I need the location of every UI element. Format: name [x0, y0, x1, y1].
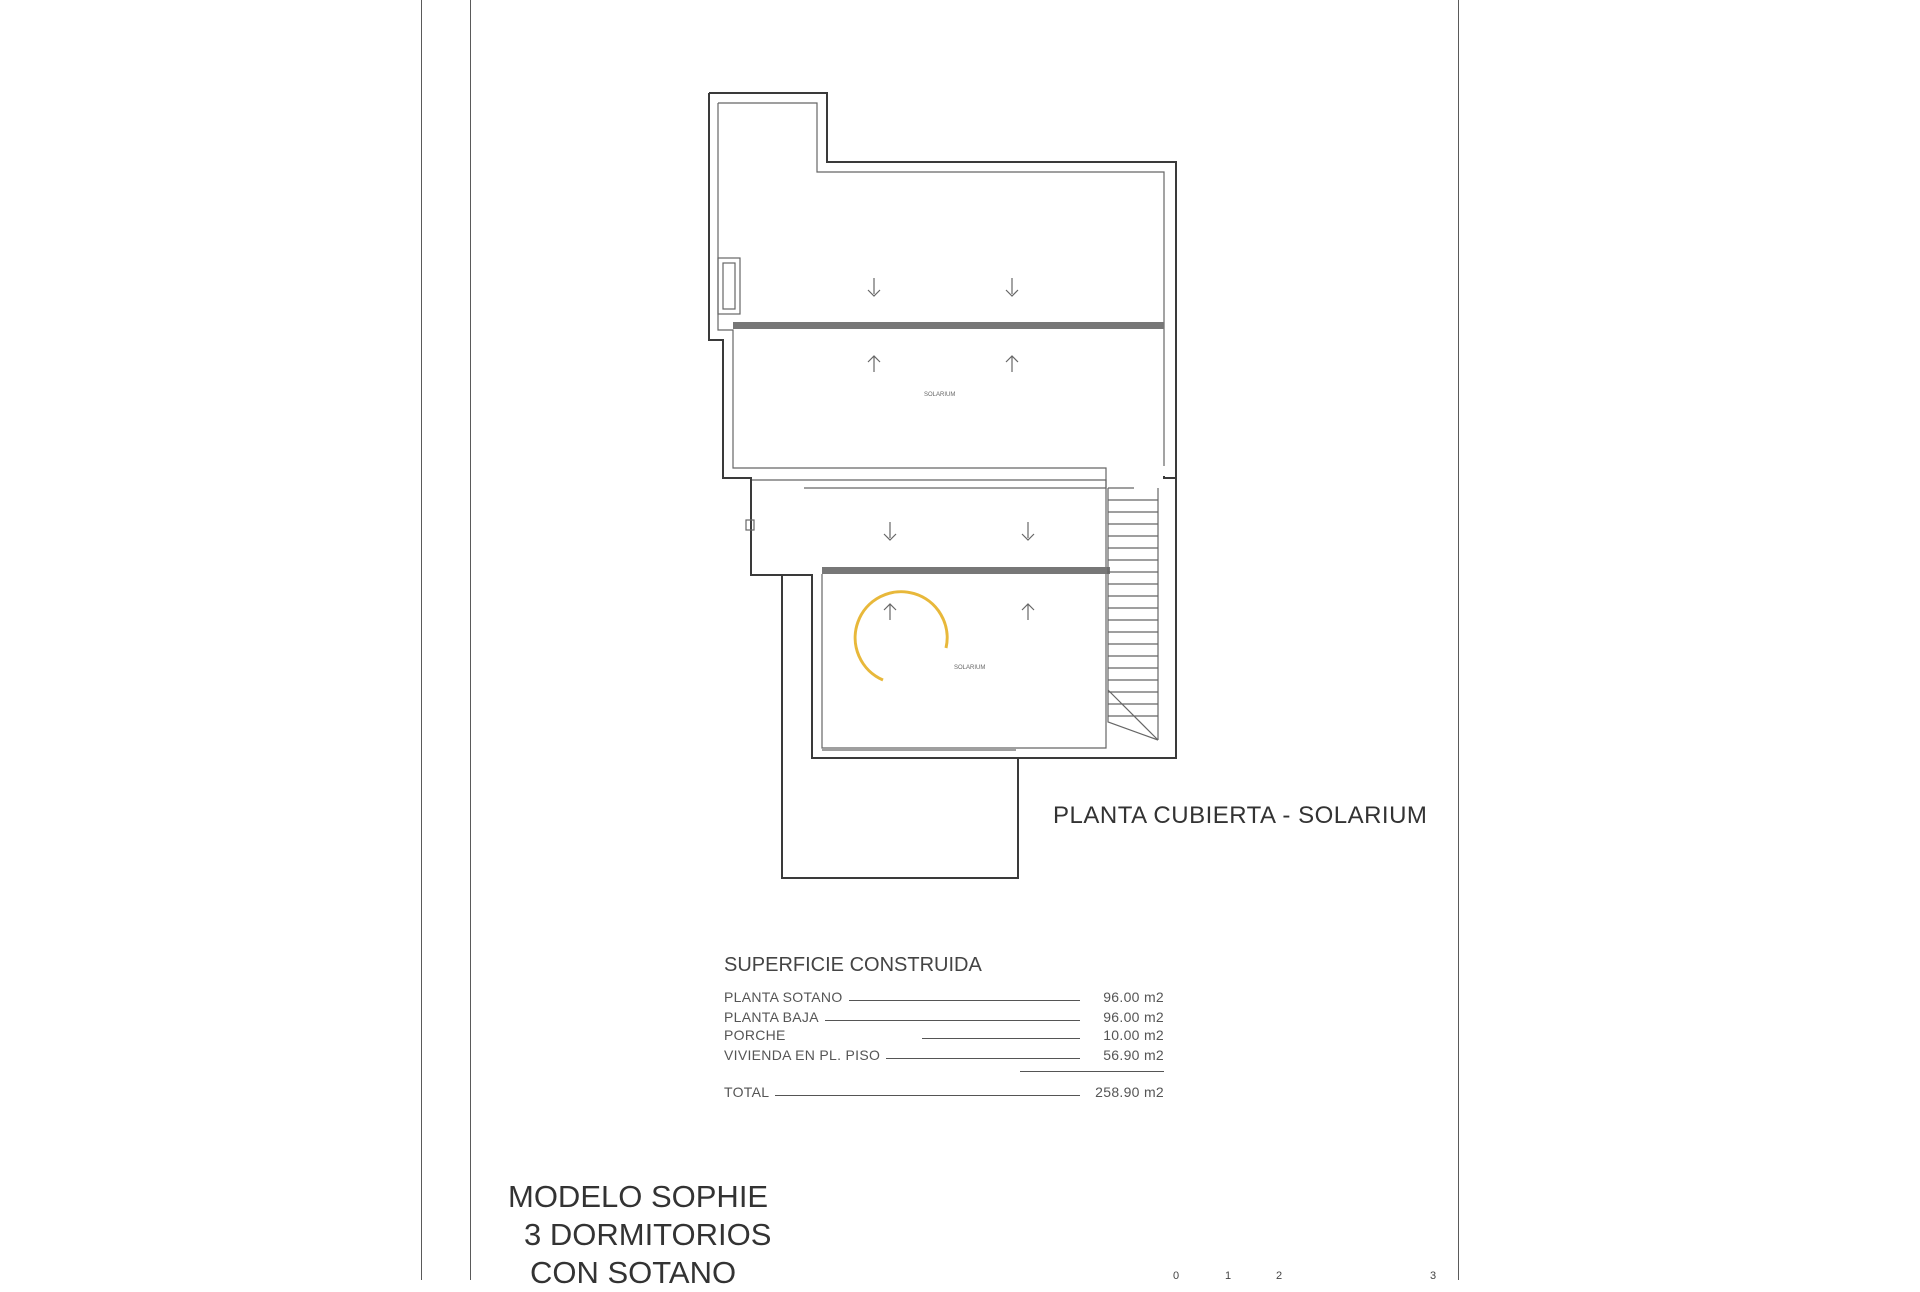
area-total-label: TOTAL	[724, 1084, 770, 1100]
drain-arrow-5	[884, 522, 896, 540]
area-row	[724, 1005, 1164, 1025]
scale-tick-label: 3	[1430, 1270, 1437, 1282]
area-total-row	[724, 1080, 1164, 1100]
scale-tick-label: 0	[1173, 1270, 1180, 1282]
area-total-value: 258.90 m2	[1095, 1084, 1164, 1100]
room-label-solarium-lower: SOLARIUM	[954, 665, 986, 671]
area-row-label: VIVIENDA EN PL. PISO	[724, 1047, 881, 1063]
area-row-value: 10.00 m2	[1103, 1027, 1164, 1043]
area-row-value: 56.90 m2	[1103, 1047, 1164, 1063]
drain-arrow-2	[1006, 278, 1018, 296]
drain-arrow-6	[1022, 522, 1034, 540]
roof-vent	[718, 258, 740, 314]
sum-line	[1020, 1071, 1164, 1072]
area-row	[724, 1043, 1164, 1063]
scale-tick-label: 2	[1276, 1270, 1283, 1282]
leader-line	[886, 1058, 1080, 1059]
plan-inner-wall-left	[718, 103, 1106, 488]
drain-arrow-8	[1022, 604, 1034, 620]
area-row-label: PLANTA SOTANO	[724, 989, 843, 1005]
area-row	[724, 985, 1164, 1005]
model-basement: CON SOTANO	[530, 1255, 737, 1290]
staircase	[1108, 488, 1158, 740]
drain-arrow-3	[868, 356, 880, 372]
plan-title: PLANTA CUBIERTA - SOLARIUM	[1053, 802, 1428, 829]
area-row-label: PLANTA BAJA	[724, 1009, 819, 1025]
built-area-heading: SUPERFICIE CONSTRUIDA	[724, 954, 982, 976]
drain-arrow-4	[1006, 356, 1018, 372]
terrace-inner-wall	[822, 574, 1106, 748]
leader-line	[849, 1000, 1080, 1001]
leader-line	[825, 1020, 1080, 1021]
roof-vent-inner	[723, 263, 735, 309]
loading-spinner-icon	[855, 592, 947, 680]
divider-band-2	[822, 567, 1110, 574]
area-row-value: 96.00 m2	[1103, 989, 1164, 1005]
divider-band-1	[733, 322, 1164, 329]
model-name: MODELO SOPHIE	[508, 1179, 769, 1214]
model-bedrooms: 3 DORMITORIOS	[524, 1217, 772, 1252]
plan-inner-wall	[718, 103, 1164, 466]
room-label-solarium-upper: SOLARIUM	[924, 392, 956, 398]
porch-outline	[782, 575, 1018, 878]
plan-outer-wall	[709, 93, 1176, 478]
built-area-table	[724, 954, 1164, 1100]
area-row-label: PORCHE	[724, 1027, 786, 1043]
leader-line	[775, 1095, 1080, 1096]
area-row-value: 96.00 m2	[1103, 1009, 1164, 1025]
lower-terrace-wall	[752, 480, 1106, 567]
drain-arrow-7	[884, 604, 896, 620]
area-row	[724, 1025, 1164, 1043]
leader-line	[922, 1038, 1080, 1039]
scale-tick-label: 1	[1225, 1270, 1232, 1282]
model-title-block	[508, 1178, 771, 1292]
drain-arrow-1	[868, 278, 880, 296]
